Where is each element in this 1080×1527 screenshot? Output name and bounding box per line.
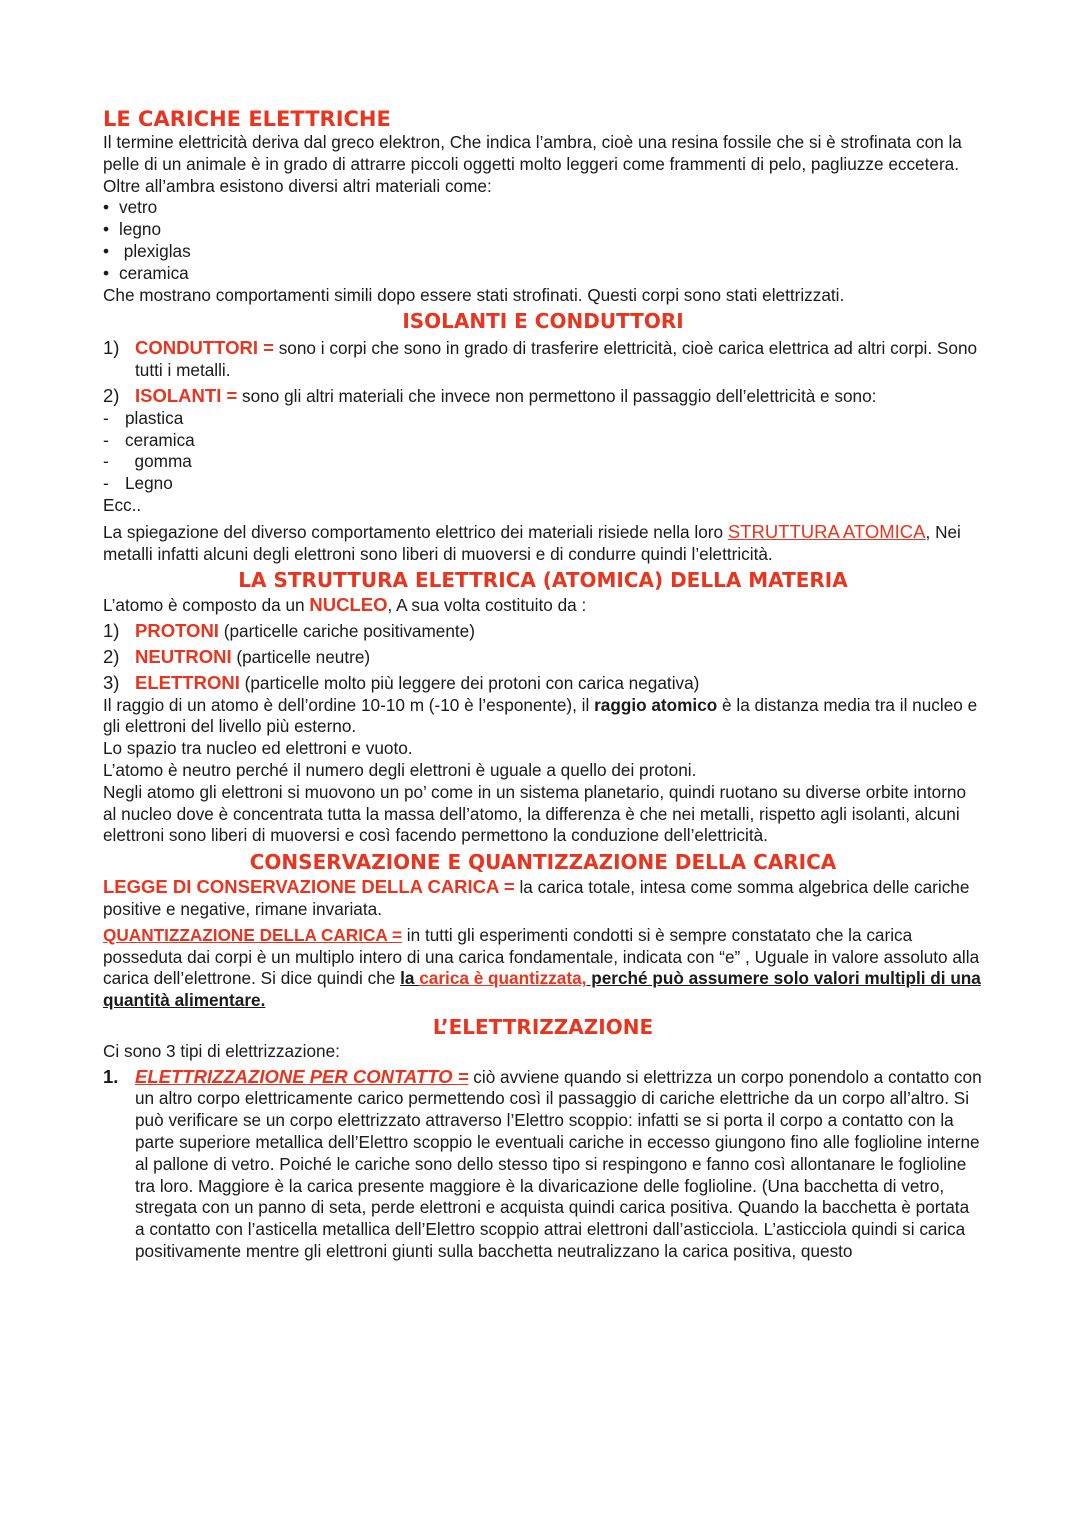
- struttura-atomica-link: STRUTTURA ATOMICA: [727, 520, 926, 542]
- paragraph: Negli atomo gli elettroni si muovono un po’ come in un sistema planetario, quindi ruotano su diverse orbite intorno al nucleo dove è concentrata tutta la massa dell’atomo, la differenza è che nei metalli, rispetto agli isolanti, alcuni elettroni sono liberi di muoversi e così facendo permettono la conduzione dell’elettricità.: [103, 781, 967, 846]
- list-item: 1) PROTONI (particelle cariche positivamente): [103, 620, 475, 642]
- intro-paragraph: Il termine elettricità deriva dal greco elektron, Che indica l’ambra, cioè una resina fossile che si è strofinata con la pelle di un animale è in grado di attrarre piccoli oggetti molto leggeri come frammenti di pelo, pagliuzze eccetera. Oltre all’ambra esistono diversi altri materiali come:: [103, 132, 962, 196]
- section-heading-isolanti: ISOLANTI E CONDUTTORI: [402, 309, 684, 334]
- term-isolanti: ISOLANTI =: [135, 384, 238, 406]
- paragraph: L’atomo è neutro perché il numero degli elettroni è uguale a quello dei protoni.: [103, 759, 697, 780]
- atom-intro: L’atomo è composto da un NUCLEO, A sua volta costituito da :: [103, 594, 587, 616]
- term-conduttori: CONDUTTORI =: [135, 337, 274, 359]
- law-paragraph: LEGGE DI CONSERVAZIONE DELLA CARICA = la carica totale, intesa come somma algebrica delle cariche positive e negative, rimane invariata.: [103, 876, 970, 919]
- elettrizzazione-intro: Ci sono 3 tipi di elettrizzazione:: [103, 1040, 340, 1061]
- page-title: LE CARICHE ELETTRICHE: [103, 107, 391, 131]
- list-item: • ceramica: [103, 262, 189, 283]
- list-item: • vetro: [103, 197, 158, 218]
- section-heading-struttura: LA STRUTTURA ELETTRICA (ATOMICA) DELLA MATERIA: [238, 568, 848, 593]
- list-item: 2) ISOLANTI = sono gli altri materiali che invece non permettono il passaggio dell’elettricità e sono:: [103, 384, 877, 406]
- list-item: • legno: [103, 219, 162, 240]
- section-heading-conservazione: CONSERVAZIONE E QUANTIZZAZIONE DELLA CARICA: [249, 850, 837, 875]
- section-heading-elettrizzazione: L’ELETTRIZZAZIONE: [432, 1014, 654, 1039]
- list-item: - gomma: [103, 451, 192, 472]
- list-item: - ceramica: [103, 429, 195, 450]
- insulators-list: [103, 408, 983, 495]
- list-item: 3) ELETTRONI (particelle molto più leggere dei protoni con carica negativa): [103, 671, 700, 693]
- materials-conclusion: Che mostrano comportamenti simili dopo essere stati strofinati. Questi corpi sono stati elettrizzati.: [103, 284, 845, 305]
- list-item: 2) NEUTRONI (particelle neutre): [103, 645, 371, 667]
- materials-list: [103, 197, 983, 284]
- list-item: 1. ELETTRIZZAZIONE PER CONTATTO = ciò avviene quando si elettrizza un corpo ponendolo a contatto con un altro corpo elettricamente carico permettendo così il passaggio di cariche elettriche da un corpo all’altro. Si può verificare se un corpo elettrizzato attraverso l’Elettro scoppio: infatti se si porta il corpo a contatto con la parte superiore metallica dell’Elettro scoppio le eventuali cariche in eccesso giungono fino alle foglioline interne al pallone di vetro. Poiché le cariche sono dello stesso tipo si respingono e fanno così allontanare le foglioline tra loro. Maggiore è la carica presente maggiore è la divaricazione delle foglioline. (Una bacchetta di vetro, stregata con un panno di seta, perde elettroni e acquista quindi carica positiva. Quando la bacchetta è portata a contatto con l’asticella metallica dell’Elettro scoppio attrai elettroni dall’asticciola. L’asticciola quindi si carica positivamente mentre gli elettroni giunti sulla bacchetta neutralizzano la carica positiva, questo: [103, 1065, 982, 1262]
- explanation-paragraph: La spiegazione del diverso comportamento elettrico dei materiali risiede nella loro STRUTTURA ATOMICA, Nei metalli infatti alcuni degli elettroni sono liberi di muoversi e di condurre quindi l’elettricità.: [103, 520, 961, 564]
- ecc-text: Ecc..: [103, 494, 142, 515]
- paragraph: Lo spazio tra nucleo ed elettroni e vuoto.: [103, 738, 413, 759]
- quantization-paragraph: QUANTIZZAZIONE DELLA CARICA = in tutti gli esperimenti condotti si è sempre constatato che la carica posseduta dai corpi è un multiplo intero di una carica fondamentale, indicata con “e” , Uguale in valore assoluto alla carica dell’elettrone. Si dice quindi che la carica è quantizzata, perché può assumere solo valori multipli di una quantità alimentare.: [103, 924, 981, 1011]
- list-item: - Legno: [103, 473, 173, 494]
- list-item: - plastica: [103, 407, 184, 428]
- list-item: 1) CONDUTTORI = sono i corpi che sono in grado di trasferire elettricità, cioè carica elettrica ad altri corpi. Sono tutti i metalli.: [103, 337, 978, 381]
- list-item: • plexiglas: [103, 240, 191, 261]
- term-contatto: ELETTRIZZAZIONE PER CONTATTO =: [135, 1065, 469, 1087]
- radius-paragraph: Il raggio di un atomo è dell’ordine 10-10 m (-10 è l’esponente), il raggio atomico è la distanza media tra il nucleo e gli elettroni del livello più esterno.: [103, 694, 978, 737]
- document-page: [103, 106, 983, 1263]
